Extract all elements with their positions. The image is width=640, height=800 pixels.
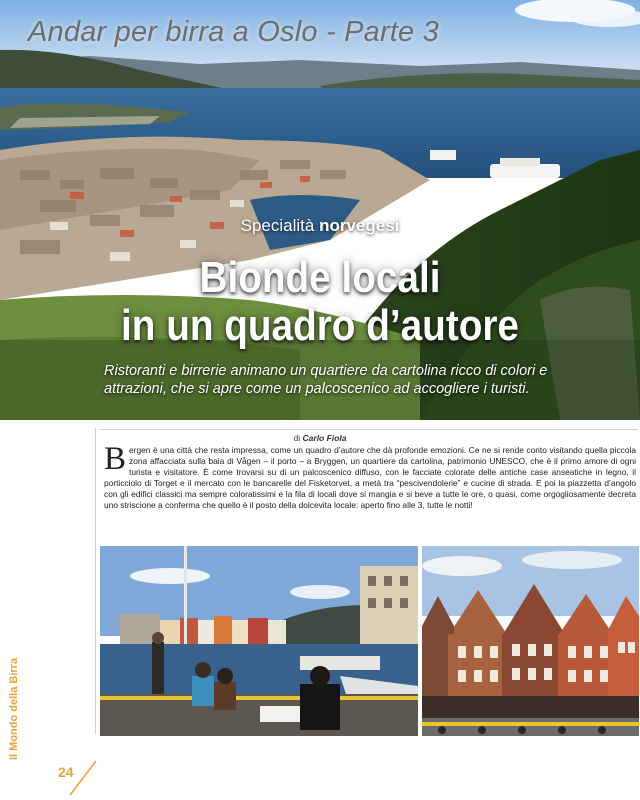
- kicker-light: Specialità: [240, 216, 320, 235]
- byline-rule: [100, 429, 638, 430]
- dropcap: B: [104, 441, 127, 477]
- article-body: [104, 441, 636, 510]
- headline-line-2: in un quadro d’autore: [121, 301, 519, 350]
- headline: [38, 254, 601, 350]
- page-number: 24: [58, 764, 74, 780]
- standfirst: Ristoranti e birrerie animano un quartiere da cartolina ricco di colori e attrazioni, che si apre come un palcoscenico ad accogliere i turisti.: [104, 363, 548, 397]
- kicker-bold: norvegesi: [319, 216, 400, 235]
- headline-line-1: Bionde locali: [199, 253, 441, 302]
- column-rule: [95, 428, 96, 734]
- harbour-illustration: [100, 546, 418, 736]
- article-text: ergen è una città che resta impressa, come un quadro d’autore che dà profonde emozioni. Ce ne si rende conto visitando quella piccola zona affacciata sulla baia di Vågen – il porto – a Bryggen, un quartiere da cartolina, patrimonio UNESCO, che è il primo amore di ogni turista e visitatore. È come trovarsi su di un palcoscenico diffuso, con le facciate colorate delle antiche case anseatiche in legno, il porticciolo di Torget e il mercato con le bancarelle del Fisketorvet, a metà tra “pescivendolerie” e cucine di strada. E poi la piazzetta d’angolo con gli edifici classici ma sempre coloratissimi e la fila di locali dove si mangia e si beve a tutte le ore, o quasi, come orgogliosamente decreta uno striscione a conferma che quello è il posto della dolcevita locale: aperto fino alle 3, tutte le notti!: [104, 445, 636, 510]
- byline-prefix: di: [293, 433, 303, 443]
- series-title: Andar per birra a Oslo - Parte 3: [28, 16, 439, 48]
- byline: [100, 433, 540, 443]
- author-name: Carlo Fiola: [302, 433, 347, 443]
- kicker: [0, 216, 640, 236]
- magazine-side-label: Il Mondo della Birra: [8, 657, 20, 760]
- photo-harbour: [100, 546, 418, 736]
- photo-bryggen: [422, 546, 639, 736]
- bryggen-illustration: [422, 546, 639, 736]
- slash-decoration-icon: [66, 757, 100, 797]
